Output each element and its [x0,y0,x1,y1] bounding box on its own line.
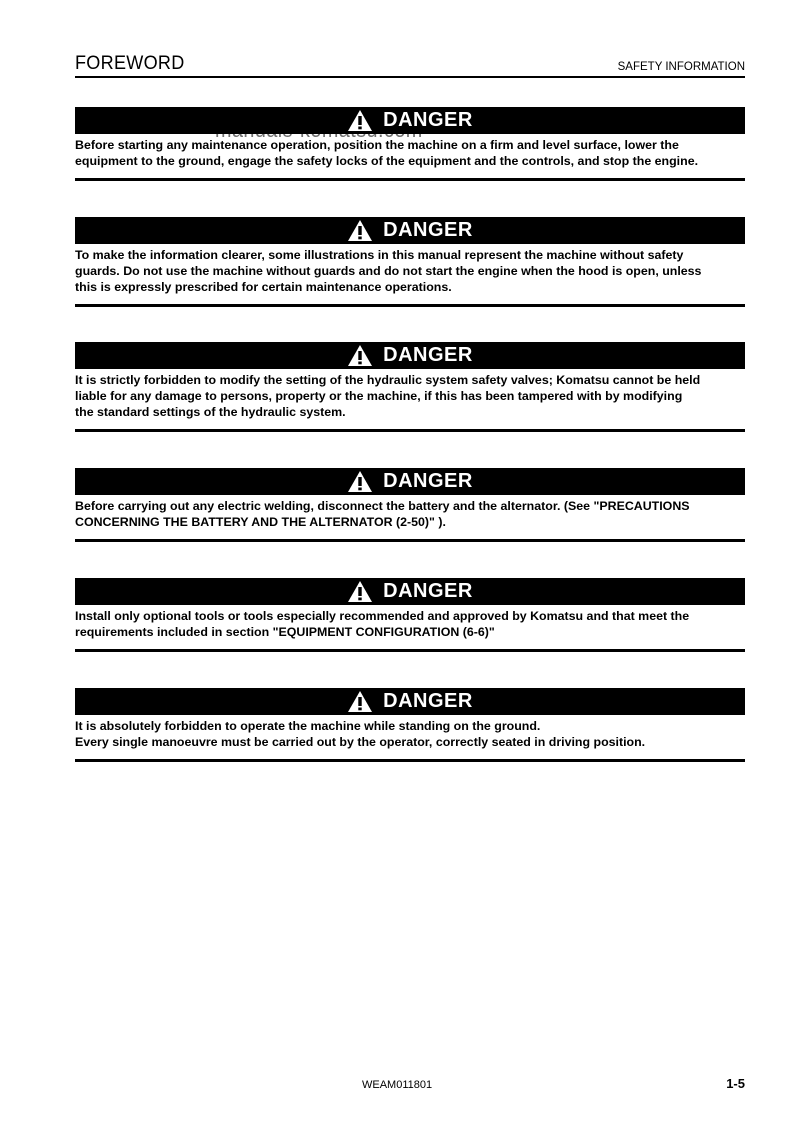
text-line: It is absolutely forbidden to operate the machine while standing on the ground. [75,719,541,733]
danger-banner [75,688,745,715]
warning-text [75,608,745,640]
divider [75,649,745,652]
warning-triangle-icon [347,109,373,132]
text-line: the standard settings of the hydraulic system. [75,405,346,419]
text-line: Before starting any maintenance operation, position the machine on a firm and level surface, lower the [75,138,679,152]
warning-text [75,498,745,530]
text-line: this is expressly prescribed for certain maintenance operations. [75,280,452,294]
text-line: It is strictly forbidden to modify the setting of the hydraulic system safety valves; Komatsu cannot be held [75,373,701,387]
text-line: Before carrying out any electric welding, disconnect the battery and the alternator. (See "PRECAUTIONS [75,499,690,513]
warning-triangle-icon [347,219,373,242]
danger-banner [75,217,745,244]
text-line: guards. Do not use the machine without guards and do not start the engine when the hood is open, unless [75,264,702,278]
danger-box [75,468,745,542]
warning-triangle-icon [347,470,373,493]
danger-label: DANGER [383,580,473,602]
divider [75,304,745,307]
danger-label: DANGER [383,690,473,712]
warning-text [75,247,745,295]
warning-text [75,718,745,750]
page-number: 1-5 [726,1076,745,1091]
text-line: requirements included in section "EQUIPMENT CONFIGURATION (6-6)" [75,625,495,639]
divider [75,759,745,762]
warning-text [75,137,745,169]
text-line: Install only optional tools or tools especially recommended and approved by Komatsu and that meet the [75,609,690,623]
warning-triangle-icon [347,690,373,713]
warning-triangle-icon [347,344,373,367]
danger-banner [75,578,745,605]
danger-label: DANGER [383,470,473,492]
divider [75,539,745,542]
section-title: SAFETY INFORMATION [617,61,745,73]
warning-text [75,372,745,420]
text-line: liable for any damage to persons, property or the machine, if this has been tampered with by modifying [75,389,683,403]
divider [75,178,745,181]
danger-label: DANGER [383,109,473,131]
danger-box [75,578,745,652]
text-line: equipment to the ground, engage the safety locks of the equipment and the controls, and stop the engine. [75,154,699,168]
danger-box [75,217,745,307]
danger-box [75,688,745,762]
danger-box [75,342,745,432]
divider [75,429,745,432]
danger-box [75,107,745,181]
text-line: CONCERNING THE BATTERY AND THE ALTERNATOR (2-50)" ). [75,515,446,529]
danger-label: DANGER [383,219,473,241]
text-line: To make the information clearer, some illustrations in this manual represent the machine without safety [75,248,684,262]
chapter-title: FOREWORD [75,53,185,74]
document-code: WEAM011801 [362,1079,433,1091]
text-line: Every single manoeuvre must be carried out by the operator, correctly seated in driving position. [75,735,646,749]
danger-banner [75,107,745,134]
danger-banner [75,342,745,369]
warning-triangle-icon [347,580,373,603]
danger-label: DANGER [383,344,473,366]
page-header [75,54,745,78]
danger-banner [75,468,745,495]
